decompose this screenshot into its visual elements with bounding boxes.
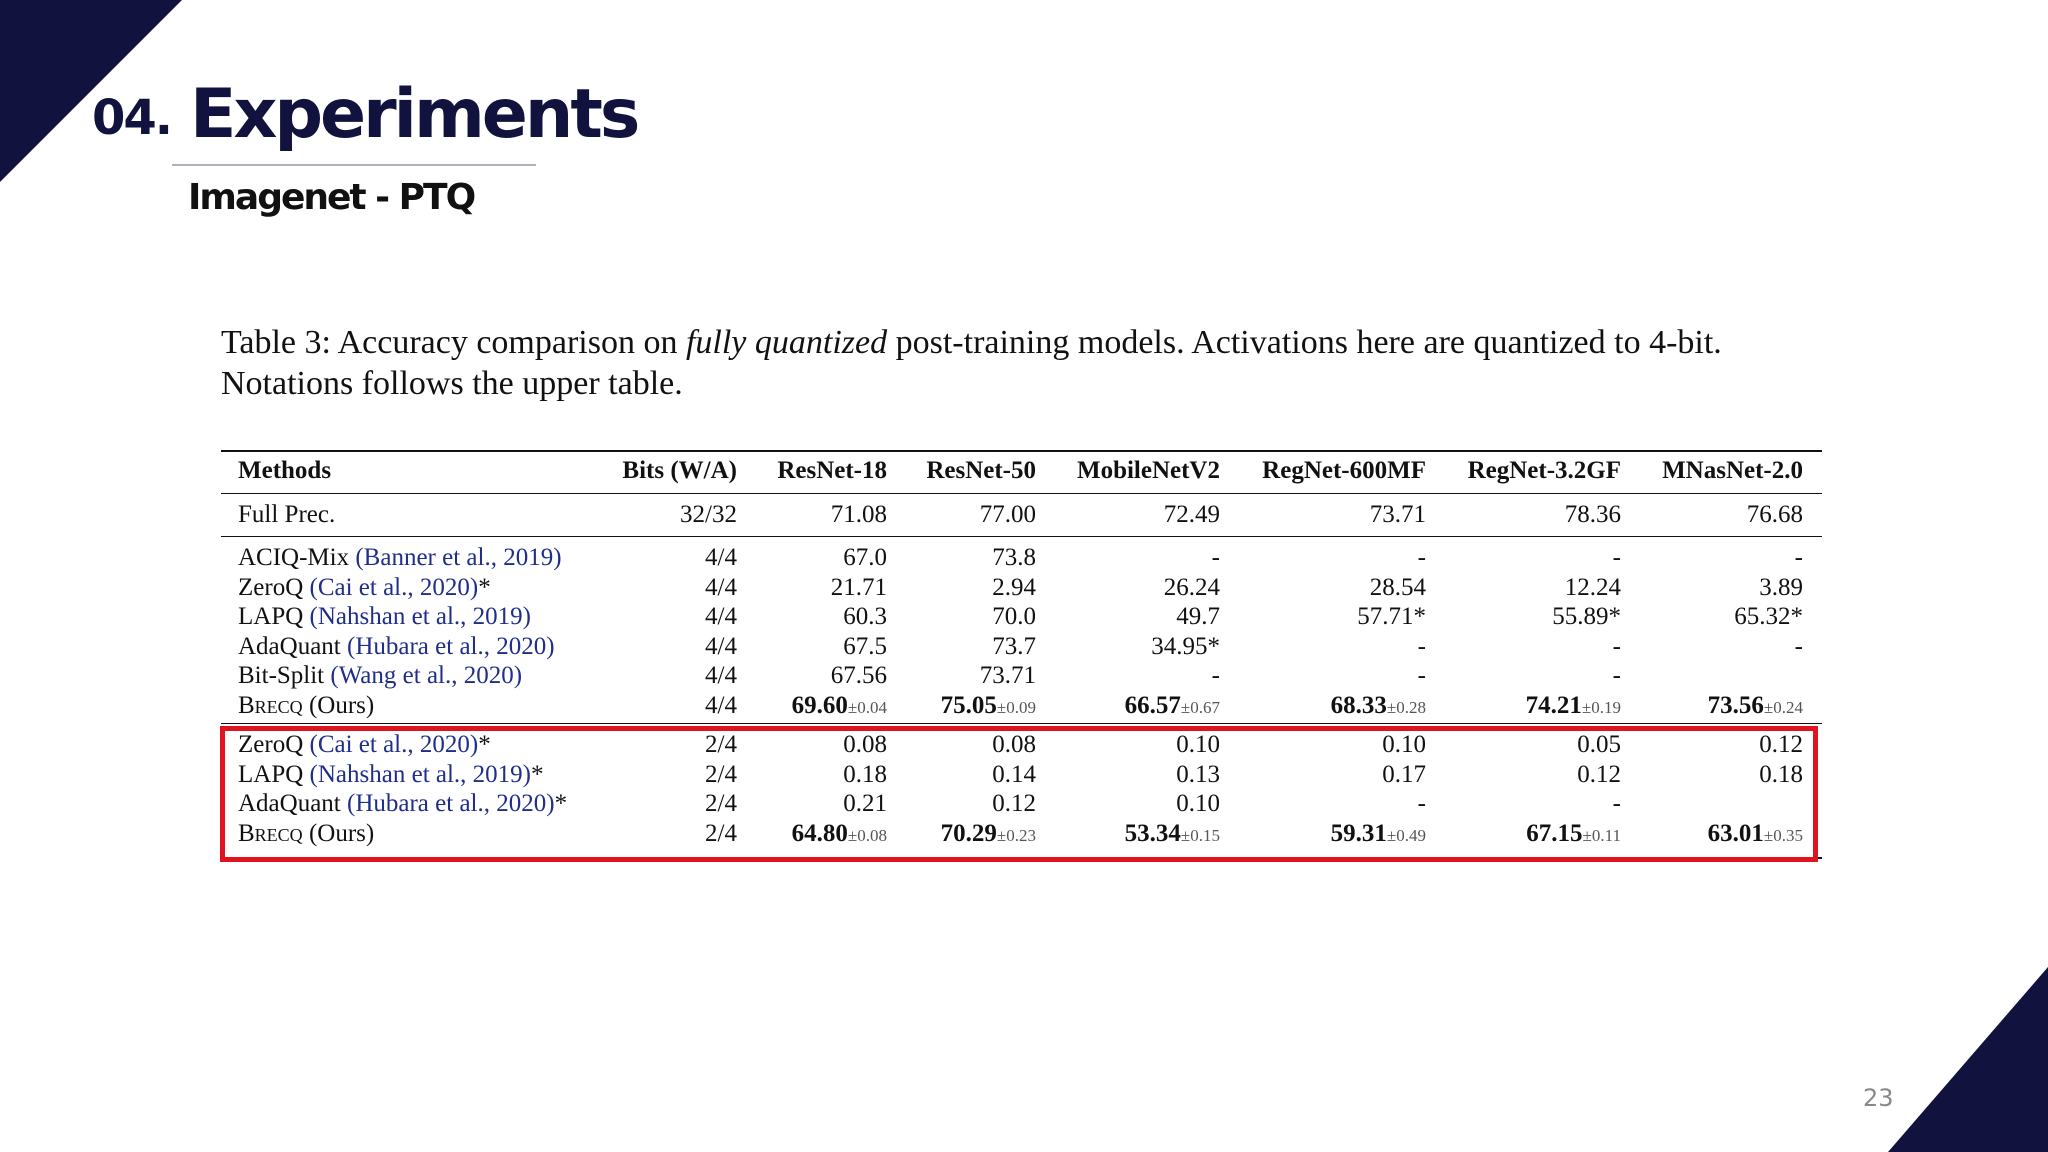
column-header: MobileNetV2 bbox=[1076, 457, 1220, 484]
std-dev: ±0.49 bbox=[1386, 826, 1426, 845]
best-value: 73.56 bbox=[1707, 692, 1764, 719]
std-dev: ±0.04 bbox=[847, 698, 887, 717]
column-header: RegNet-600MF bbox=[1262, 457, 1426, 484]
bits-cell: 4/4 bbox=[705, 662, 737, 689]
value-cell: 76.68 bbox=[1746, 501, 1803, 528]
best-value: 64.80 bbox=[791, 820, 848, 847]
group-rule bbox=[221, 723, 1822, 724]
value-cell: 0.08 bbox=[843, 731, 887, 758]
best-value: 67.15 bbox=[1526, 820, 1583, 847]
value-cell: 77.00 bbox=[979, 501, 1036, 528]
value-cell bbox=[1526, 691, 1621, 723]
bits-cell: 2/4 bbox=[705, 790, 737, 817]
column-header: ResNet-18 bbox=[777, 457, 887, 484]
citation-link: (Hubara et al., 2020) bbox=[347, 790, 555, 817]
value-cell: 57.71* bbox=[1357, 603, 1426, 630]
bits-cell: 4/4 bbox=[705, 574, 737, 601]
value-cell: 34.95* bbox=[1151, 633, 1220, 660]
value-cell: - bbox=[1612, 662, 1621, 689]
value-cell: - bbox=[1794, 544, 1803, 571]
bits-cell: 4/4 bbox=[705, 692, 737, 719]
value-cell: - bbox=[1417, 544, 1426, 571]
value-cell: - bbox=[1612, 633, 1621, 660]
citation-link: (Hubara et al., 2020) bbox=[347, 633, 555, 660]
method-name: AdaQuant bbox=[238, 633, 341, 660]
value-cell: 2.94 bbox=[992, 574, 1036, 601]
std-dev: ±0.67 bbox=[1180, 698, 1220, 717]
section-number: 04. bbox=[92, 90, 172, 146]
citation-link: (Cai et al., 2020) bbox=[309, 574, 479, 601]
value-cell: 73.8 bbox=[992, 544, 1036, 571]
method-cell bbox=[238, 573, 491, 603]
citation-link: (Cai et al., 2020) bbox=[309, 731, 479, 758]
value-cell: - bbox=[1417, 633, 1426, 660]
slide-title: Experiments bbox=[190, 75, 638, 154]
slide-subtitle: Imagenet - PTQ bbox=[188, 177, 475, 218]
method-cell bbox=[238, 632, 555, 662]
method-name: Bit-Split bbox=[238, 662, 325, 689]
best-value: 63.01 bbox=[1707, 820, 1764, 847]
value-cell: 0.08 bbox=[992, 731, 1036, 758]
value-cell: 67.5 bbox=[843, 633, 887, 660]
value-cell: 0.10 bbox=[1382, 731, 1426, 758]
value-cell: 73.7 bbox=[992, 633, 1036, 660]
method-cell bbox=[238, 543, 562, 573]
value-cell: 0.12 bbox=[992, 790, 1036, 817]
method-cell bbox=[238, 602, 531, 632]
column-header: RegNet-3.2GF bbox=[1467, 457, 1621, 484]
method-name: Full Prec. bbox=[238, 501, 336, 528]
best-value: 53.34 bbox=[1124, 820, 1181, 847]
value-cell: 12.24 bbox=[1564, 574, 1621, 601]
bits-cell: 32/32 bbox=[680, 501, 737, 528]
value-cell bbox=[941, 691, 1036, 723]
method-name: LAPQ bbox=[238, 761, 304, 788]
value-cell: 21.71 bbox=[830, 574, 887, 601]
table-top-rule bbox=[221, 450, 1822, 452]
column-header: ResNet-50 bbox=[926, 457, 1036, 484]
value-cell: 0.05 bbox=[1577, 731, 1621, 758]
std-dev: ±0.08 bbox=[847, 826, 887, 845]
bits-cell: 4/4 bbox=[705, 603, 737, 630]
page-number: 23 bbox=[1863, 1084, 1894, 1112]
value-cell: 0.18 bbox=[843, 761, 887, 788]
std-dev: ±0.15 bbox=[1180, 826, 1220, 845]
header-rule bbox=[221, 493, 1822, 494]
best-value: 75.05 bbox=[940, 692, 997, 719]
value-cell: 65.32* bbox=[1734, 603, 1803, 630]
value-cell bbox=[1331, 691, 1426, 723]
value-cell bbox=[1125, 691, 1220, 723]
value-cell: - bbox=[1612, 544, 1621, 571]
value-cell: - bbox=[1417, 662, 1426, 689]
bits-cell: 4/4 bbox=[705, 633, 737, 660]
value-cell: 67.0 bbox=[843, 544, 887, 571]
value-cell: 0.17 bbox=[1382, 761, 1426, 788]
caption-emphasis: fully quantized bbox=[685, 324, 888, 361]
value-cell: 0.14 bbox=[992, 761, 1036, 788]
method-name: ACIQ-Mix bbox=[238, 544, 350, 571]
bits-cell: 2/4 bbox=[705, 761, 737, 788]
value-cell: 3.89 bbox=[1759, 574, 1803, 601]
best-value: 68.33 bbox=[1330, 692, 1387, 719]
bits-cell: 4/4 bbox=[705, 544, 737, 571]
value-cell: 70.0 bbox=[992, 603, 1036, 630]
best-value: 69.60 bbox=[791, 692, 848, 719]
citation-link: (Nahshan et al., 2019) bbox=[309, 603, 532, 630]
std-dev: ±0.11 bbox=[1582, 826, 1621, 845]
value-cell bbox=[792, 691, 887, 723]
best-value: 59.31 bbox=[1330, 820, 1387, 847]
value-cell bbox=[1708, 691, 1803, 723]
method-name: Brecq bbox=[238, 820, 303, 847]
value-cell: - bbox=[1794, 633, 1803, 660]
value-cell: 26.24 bbox=[1163, 574, 1220, 601]
value-cell: 0.12 bbox=[1577, 761, 1621, 788]
column-header: Methods bbox=[238, 457, 332, 484]
caption-suffix: post-training models. Activations here are quantized to 4-bit. bbox=[887, 324, 1722, 361]
bits-cell: 2/4 bbox=[705, 731, 737, 758]
std-dev: ±0.09 bbox=[996, 698, 1036, 717]
value-cell: - bbox=[1211, 662, 1220, 689]
std-dev: ±0.19 bbox=[1581, 698, 1621, 717]
method-name: ZeroQ bbox=[238, 731, 304, 758]
method-suffix: (Ours) bbox=[302, 692, 375, 719]
citation-link: (Banner et al., 2019) bbox=[355, 544, 562, 571]
std-dev: ±0.24 bbox=[1763, 698, 1803, 717]
value-cell: 60.3 bbox=[843, 603, 887, 630]
method-name: AdaQuant bbox=[238, 790, 341, 817]
title-divider bbox=[172, 164, 536, 166]
value-cell: 0.12 bbox=[1759, 731, 1803, 758]
value-cell: 67.56 bbox=[830, 662, 887, 689]
method-cell bbox=[238, 691, 374, 721]
method-name: LAPQ bbox=[238, 603, 304, 630]
full-prec-rule bbox=[221, 536, 1822, 537]
bits-cell: 2/4 bbox=[705, 820, 737, 847]
std-dev: ±0.28 bbox=[1386, 698, 1426, 717]
citation-link: (Wang et al., 2020) bbox=[330, 662, 523, 689]
method-name: Brecq bbox=[238, 692, 303, 719]
footnote-mark: * bbox=[554, 790, 568, 817]
value-cell: 28.54 bbox=[1369, 574, 1426, 601]
value-cell: 71.08 bbox=[830, 501, 887, 528]
std-dev: ±0.35 bbox=[1763, 826, 1803, 845]
column-header: Bits (W/A) bbox=[622, 457, 737, 484]
footnote-mark: * bbox=[531, 761, 544, 788]
citation-link: (Nahshan et al., 2019) bbox=[309, 761, 532, 788]
method-suffix: (Ours) bbox=[302, 820, 375, 847]
value-cell: 78.36 bbox=[1564, 501, 1621, 528]
method-name: ZeroQ bbox=[238, 574, 304, 601]
best-value: 66.57 bbox=[1124, 692, 1181, 719]
footnote-mark: * bbox=[478, 731, 491, 758]
value-cell: 49.7 bbox=[1176, 603, 1220, 630]
value-cell: 0.13 bbox=[1176, 761, 1220, 788]
value-cell: - bbox=[1211, 544, 1220, 571]
highlight-box bbox=[220, 726, 1818, 862]
value-cell: - bbox=[1612, 790, 1621, 817]
column-header: MNasNet-2.0 bbox=[1662, 457, 1803, 484]
footnote-mark: * bbox=[478, 574, 491, 601]
best-value: 70.29 bbox=[940, 820, 997, 847]
value-cell: 0.21 bbox=[843, 790, 887, 817]
method-cell bbox=[238, 661, 522, 691]
std-dev: ±0.23 bbox=[996, 826, 1036, 845]
value-cell: 72.49 bbox=[1163, 501, 1220, 528]
value-cell: 0.10 bbox=[1176, 731, 1220, 758]
value-cell: 73.71 bbox=[979, 662, 1036, 689]
value-cell: - bbox=[1417, 790, 1426, 817]
value-cell: 0.18 bbox=[1759, 761, 1803, 788]
value-cell: 0.10 bbox=[1176, 790, 1220, 817]
caption-line-2: Notations follows the upper table. bbox=[221, 365, 683, 402]
best-value: 74.21 bbox=[1525, 692, 1582, 719]
value-cell: 73.71 bbox=[1369, 501, 1426, 528]
value-cell: 55.89* bbox=[1552, 603, 1621, 630]
table-caption bbox=[221, 322, 1841, 404]
caption-prefix: Table 3: Accuracy comparison on bbox=[221, 324, 686, 361]
corner-triangle-bottom-right bbox=[1888, 967, 2048, 1152]
